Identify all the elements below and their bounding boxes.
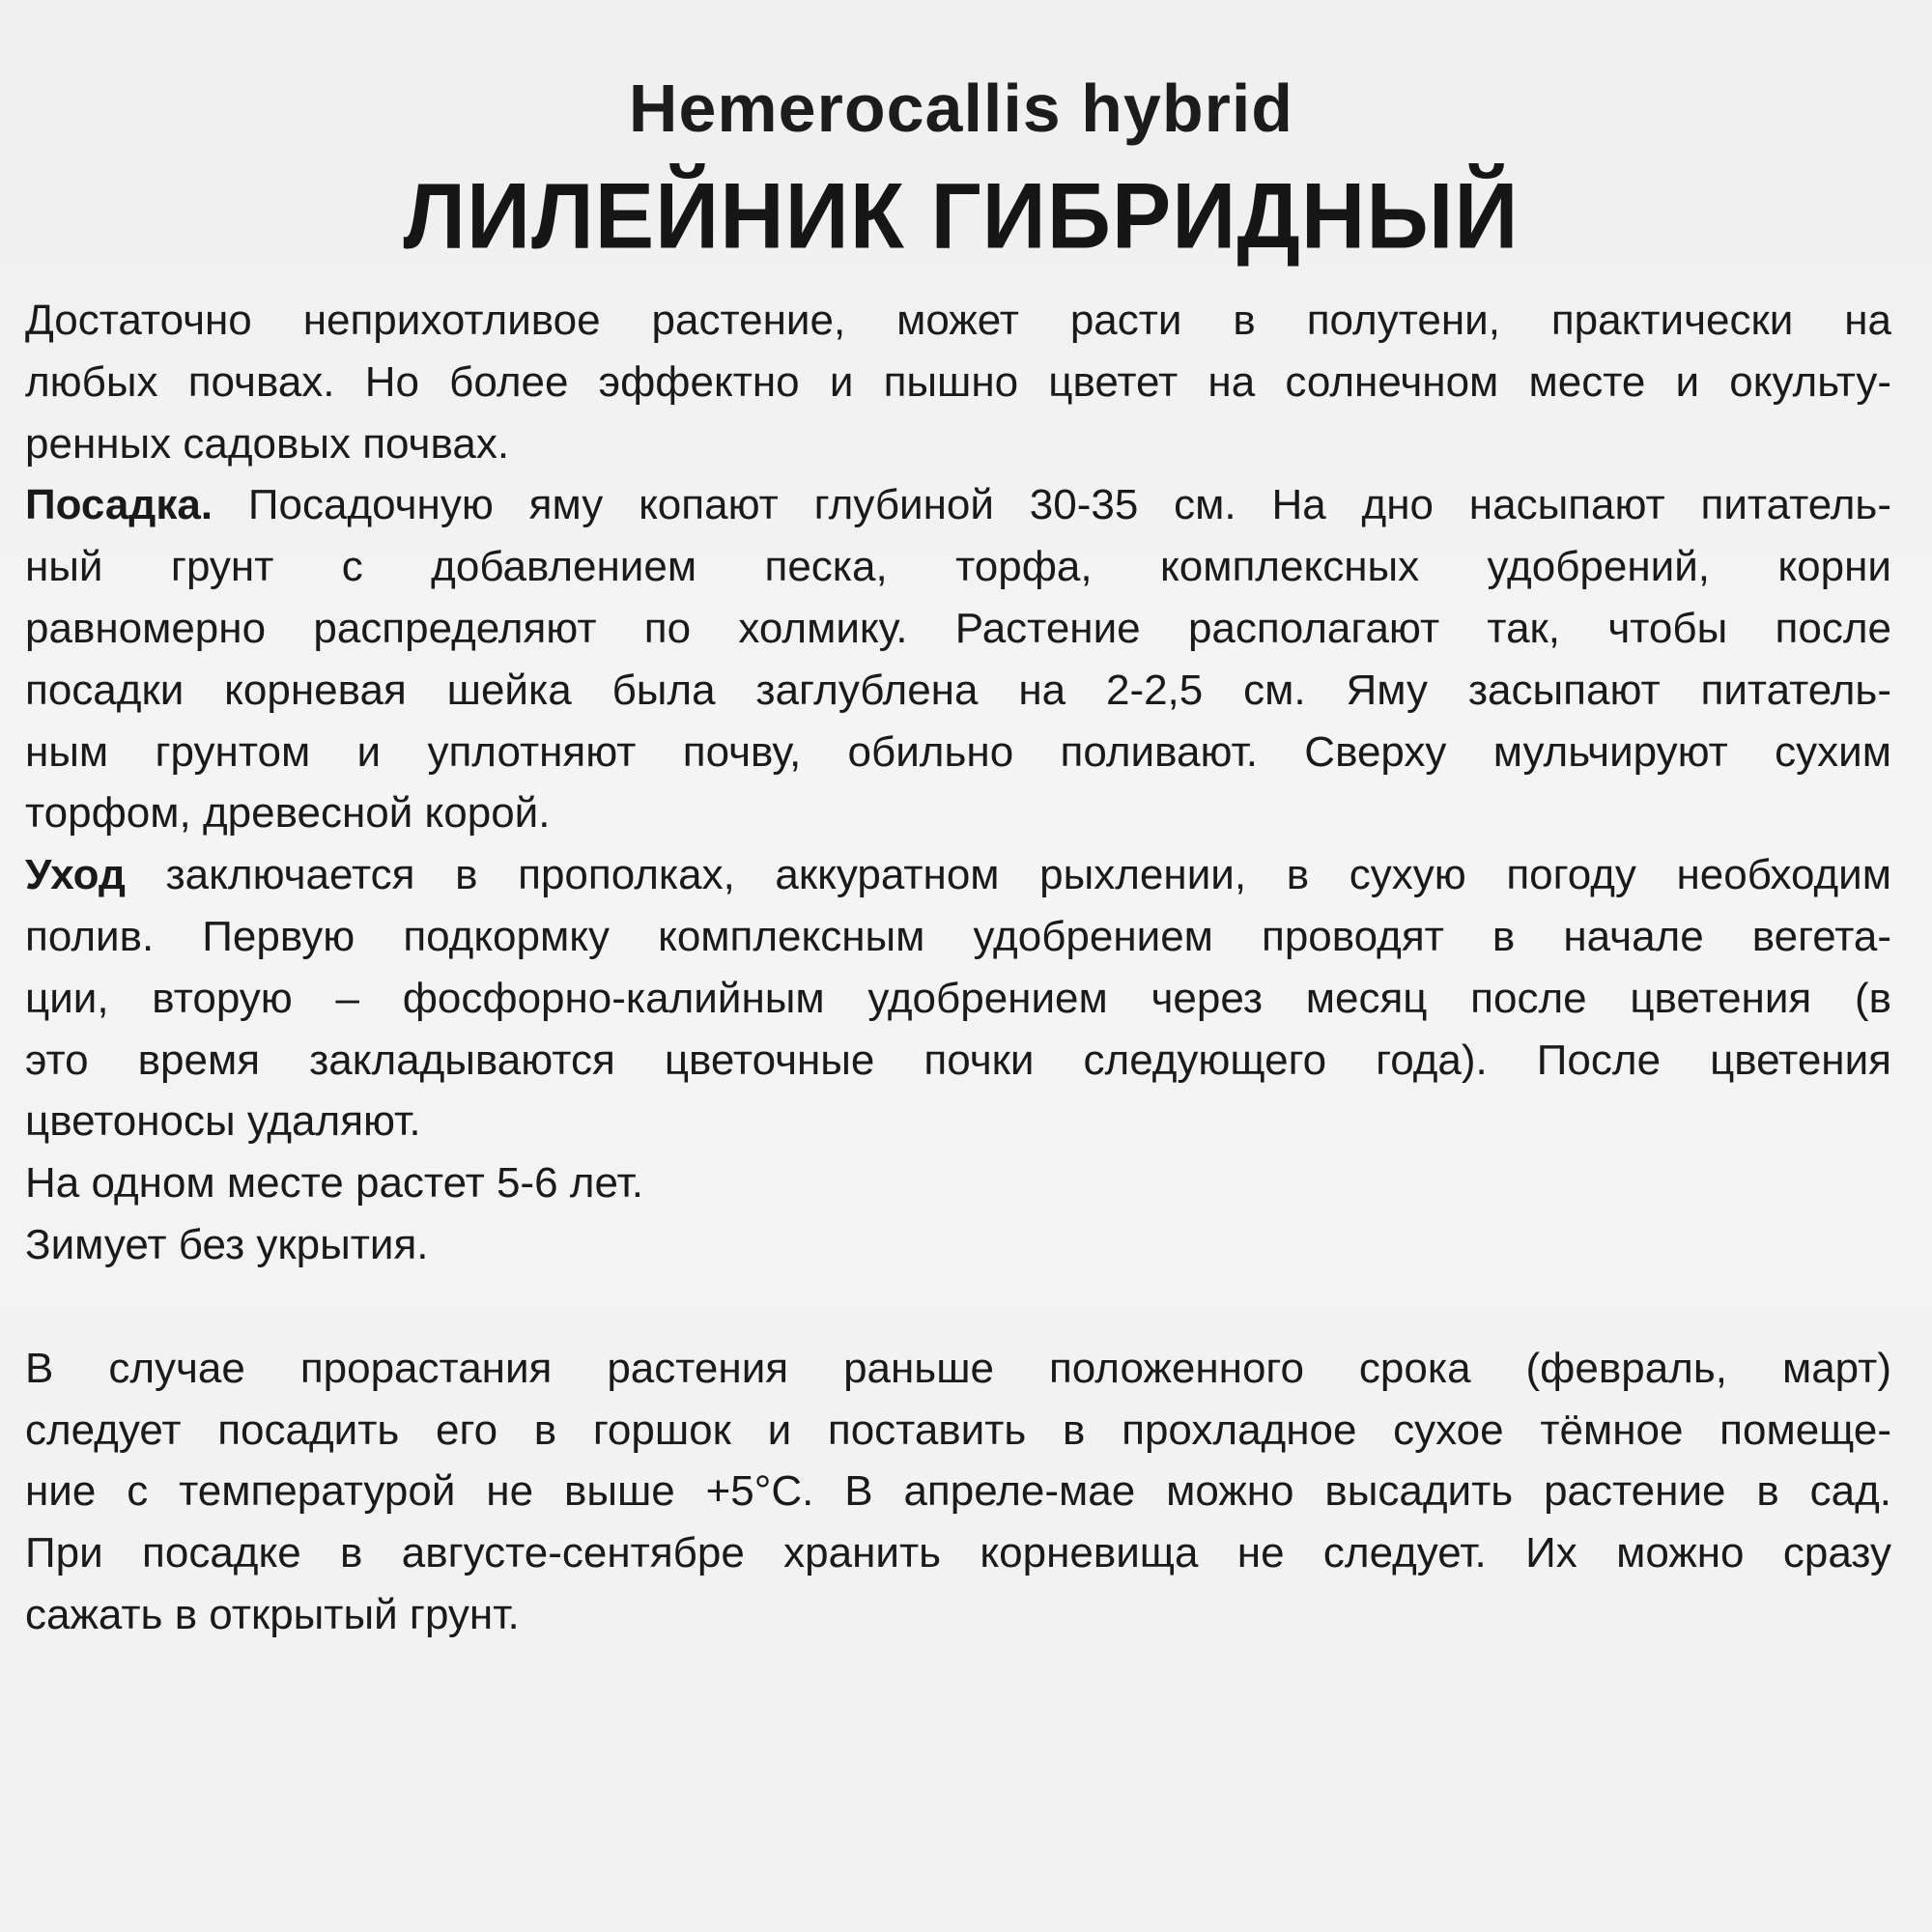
paragraph [25, 290, 1891, 474]
line-text: торфом, древесной корой. [25, 789, 551, 838]
text-line [25, 1214, 1891, 1276]
paragraph-gap [25, 1276, 1891, 1338]
line-text: полив. Первую подкормку комплексным удобрением проводят в начале вегета- [25, 912, 1891, 960]
title-russian: ЛИЛЕЙНИК ГИБРИДНЫЙ [403, 164, 1520, 269]
text-line [25, 1030, 1891, 1092]
line-text: Зимует без укрытия. [25, 1220, 429, 1268]
line-text: На одном месте растет 5-6 лет. [25, 1159, 643, 1208]
text-line [25, 1522, 1891, 1584]
line-text: ции, вторую – фосфорно-калийным удобрением через месяц после цветения (в [25, 974, 1891, 1022]
line-text: равномерно распределяют по холмику. Растение располагают так, чтобы после [25, 604, 1891, 652]
text-line [25, 906, 1891, 968]
paragraph [25, 1338, 1891, 1646]
text-line [25, 536, 1891, 598]
line-text: цветоносы удаляют. [25, 1097, 421, 1146]
paragraph [25, 1152, 1891, 1214]
text-line [25, 844, 1891, 906]
text-line [25, 474, 1891, 536]
text-line [25, 782, 1891, 844]
paragraph [25, 1214, 1891, 1276]
line-text: следует посадить его в горшок и поставить в прохладное сухое тёмное помеще- [25, 1406, 1891, 1454]
section-lead: Посадка. [25, 481, 213, 529]
text-line [25, 722, 1891, 783]
line-text: ние с температурой не выше +5°С. В апреле-мае можно высадить растение в сад. [25, 1467, 1891, 1516]
text-line [25, 1461, 1891, 1522]
text-line [25, 1338, 1891, 1400]
line-text: При посадке в августе-сентябре хранить корневища не следует. Их можно сразу [25, 1529, 1891, 1577]
line-text: любых почвах. Но более эффектно и пышно цветет на солнечном месте и окульту- [25, 357, 1891, 406]
line-text: Достаточно неприхотливое растение, может расти в полутени, практически на [25, 297, 1891, 344]
paragraph [25, 474, 1891, 844]
line-text: ренных садовых почвах. [25, 419, 510, 468]
text-line [25, 413, 1891, 475]
text-line [25, 1091, 1891, 1152]
line-text: заключается в прополках, аккуратном рыхлении, в сухую погоду необходим [125, 851, 1891, 899]
line-text: ным грунтом и уплотняют почву, обильно поливают. Сверху мульчируют сухим [25, 727, 1891, 776]
line-text: это время закладываются цветочные почки следующего года). После цветения [25, 1036, 1891, 1084]
paragraph [25, 844, 1891, 1152]
line-text: посадки корневая шейка была заглублена на 2-2,5 см. Яму засыпают питатель- [25, 666, 1891, 714]
text-line [25, 1400, 1891, 1462]
text-line [25, 290, 1891, 352]
text-line [25, 1584, 1891, 1646]
text-line [25, 968, 1891, 1030]
line-text: Посадочную яму копают глубиной 30-35 см. На дно насыпают питатель- [213, 481, 1891, 529]
title-latin: Hemerocallis hybrid [628, 71, 1294, 146]
line-text: ный грунт с добавлением песка, торфа, комплексных удобрений, корни [25, 543, 1891, 591]
text-line [25, 1152, 1891, 1214]
text-line [25, 352, 1891, 413]
document-body [25, 290, 1891, 1646]
text-line [25, 598, 1891, 660]
text-line [25, 660, 1891, 722]
line-text: В случае прорастания растения раньше положенного срока (февраль, март) [25, 1344, 1891, 1392]
section-lead: Уход [25, 851, 126, 899]
line-text: сажать в открытый грунт. [25, 1590, 520, 1638]
